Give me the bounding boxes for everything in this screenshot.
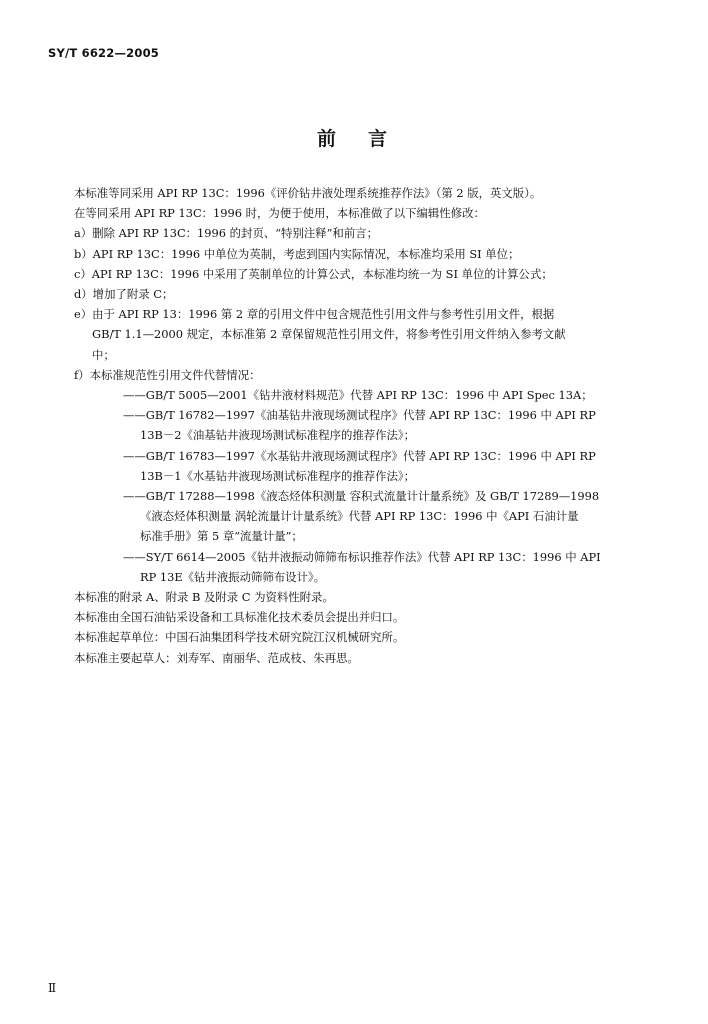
list-item-b: b）API RP 13C：1996 中单位为英制，考虑到国内实际情况，本标准均采用 SI 单位； xyxy=(74,246,520,261)
standard-code: SY/T 6622—2005 xyxy=(48,46,159,60)
paragraph: 本标准起草单位：中国石油集团科学技术研究院江汉机械研究所。 xyxy=(74,630,405,645)
paragraph: 在等同采用 API RP 13C：1996 时，为便于使用，本标准做了以下编辑性修改： xyxy=(74,206,485,221)
sub-item-cont: 《液态烃体积测量 涡轮流量计计量系统》代替 API RP 13C：1996 中《API 石油计量 xyxy=(140,509,579,524)
page-number: Ⅱ xyxy=(48,981,57,995)
sub-item: ——GB/T 16782—1997《油基钻井液现场测试程序》代替 API RP 13C：1996 中 API RP xyxy=(123,408,596,423)
list-item-e-cont: GB/T 1.1—2000 规定，本标准第 2 章保留规范性引用文件，将参考性引用文件纳入参考文献 xyxy=(92,327,566,342)
list-item-a: a）删除 API RP 13C：1996 的封页、“特别注释”和前言； xyxy=(74,226,378,241)
list-item-e-cont: 中； xyxy=(92,347,115,362)
preface-body xyxy=(74,183,670,668)
list-item-c: c）API RP 13C：1996 中采用了英制单位的计算公式，本标准均统一为 SI 单位的计算公式； xyxy=(74,266,553,281)
paragraph: 本标准由全国石油钻采设备和工具标准化技术委员会提出并归口。 xyxy=(74,610,405,625)
page-title: 前言 xyxy=(316,128,419,150)
paragraph: 本标准等同采用 API RP 13C：1996《评价钻井液处理系统推荐作法》（第 2 版，英文版）。 xyxy=(74,186,542,200)
sub-item-cont: 13B－2《油基钻井液现场测试标准程序的推荐作法》； xyxy=(140,428,416,443)
list-item-d: d）增加了附录 C； xyxy=(74,287,174,302)
sub-item: ——GB/T 16783—1997《水基钻井液现场测试程序》代替 API RP 13C：1996 中 API RP xyxy=(123,448,596,463)
sub-item: ——GB/T 17288—1998《液态烃体积测量 容积式流量计计量系统》及 GB/T 17289—1998 xyxy=(123,489,600,504)
paragraph: 本标准主要起草人：刘寿军、南丽华、范成枝、朱再思。 xyxy=(74,650,359,665)
sub-item-cont: 13B－1《水基钻井液现场测试标准程序的推荐作法》； xyxy=(140,468,416,483)
sub-item: ——GB/T 5005—2001《钻井液材料规范》代替 API RP 13C：1996 中 API Spec 13A； xyxy=(123,388,593,403)
sub-item-cont: RP 13E《钻井液振动筛筛布设计》。 xyxy=(140,569,326,584)
sub-item: ——SY/T 6614—2005《钻井液振动筛筛布标识推荐作法》代替 API RP 13C：1996 中 API xyxy=(123,549,601,564)
list-item-e: e）由于 API RP 13：1996 第 2 章的引用文件中包含规范性引用文件与参考性引用文件，根据 xyxy=(74,307,555,322)
sub-item-cont: 标准手册》第 5 章“流量计量”； xyxy=(140,529,303,544)
list-item-f: f）本标准规范性引用文件代替情况： xyxy=(74,367,261,382)
paragraph: 本标准的附录 A、附录 B 及附录 C 为资料性附录。 xyxy=(74,590,334,605)
